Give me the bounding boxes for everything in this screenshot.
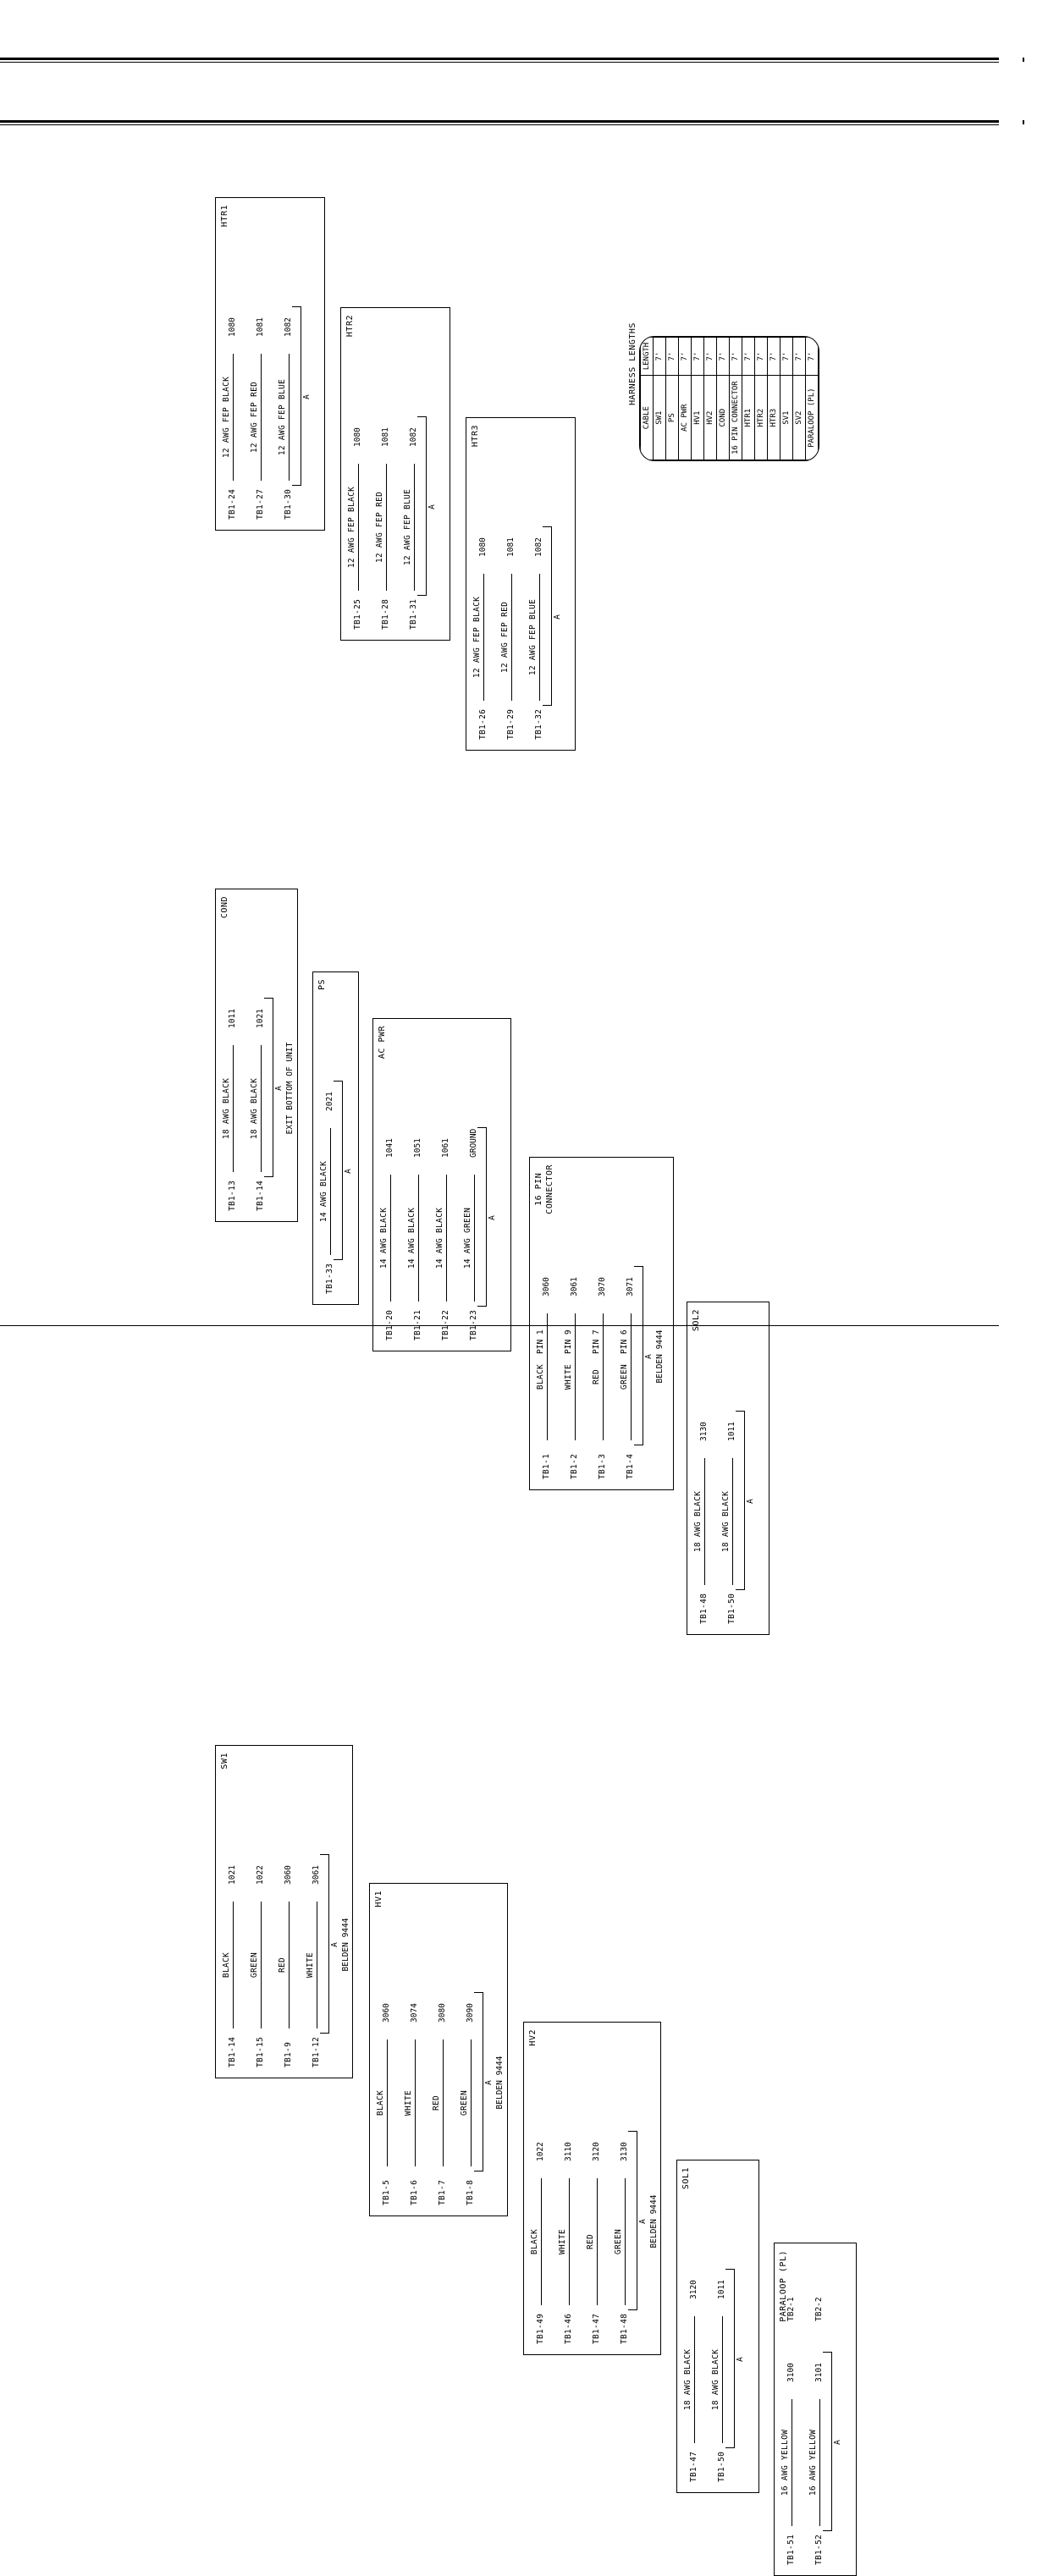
wire-row (407, 1017, 425, 1351)
wire-line (390, 1175, 391, 1302)
terminal-block-label: TB1-14 (256, 1180, 265, 1211)
wire-number: 1011 (727, 1422, 736, 1441)
wire-number: 1082 (534, 537, 543, 557)
shield-letter: A (427, 504, 437, 509)
wire-line (261, 354, 262, 481)
harness-row (781, 337, 793, 460)
wire-row (558, 2021, 576, 2354)
wire-label: WHITE (404, 2089, 413, 2116)
mid-rule-thin (0, 124, 999, 125)
cable-length: 7' (717, 337, 730, 376)
harness-row (704, 337, 717, 460)
wire-row (586, 2021, 604, 2354)
harness-box-acpwr (372, 1018, 511, 1351)
terminal-block-label: TB1-26 (478, 708, 488, 740)
wire-number: 3101 (814, 2363, 824, 2382)
wire-line (233, 1045, 234, 1172)
box-title-line: 16 PIN (534, 1172, 543, 1206)
shield-letter: A (833, 2440, 842, 2445)
wire-number: 3080 (438, 2003, 447, 2023)
terminal-block-label: TB1-22 (441, 1309, 450, 1340)
shield-letter: A (330, 1942, 339, 1947)
pin-label: PIN 9 (564, 1329, 573, 1354)
wire-label: RED (278, 1957, 287, 1973)
terminal-block-label: TB1-51 (786, 2534, 796, 2565)
shield-letter: A (644, 1354, 654, 1359)
shield-bracket (628, 2131, 637, 2310)
top-rule-thick (0, 58, 999, 60)
terminal-block-label: TB1-13 (228, 1180, 237, 1211)
harness-row (768, 337, 781, 460)
wire-row (432, 1882, 450, 2215)
wire-number: 1022 (536, 2142, 545, 2161)
terminal-block-label: TB1-50 (727, 1593, 736, 1624)
cable-length: 7' (704, 337, 717, 376)
box-title: HTR2 (345, 315, 355, 338)
shield-bracket (736, 1411, 745, 1590)
terminal-block-label: TB1-50 (717, 2451, 726, 2482)
wire-number: 1080 (353, 427, 362, 447)
cable-name: HTR3 (768, 376, 781, 460)
wire-line (483, 574, 484, 701)
harness-row (692, 337, 704, 460)
box-title: PARALOOP (PL) (779, 2250, 788, 2322)
cable-length: 7' (806, 337, 819, 376)
wire-row (500, 416, 518, 750)
wire-line (446, 1175, 447, 1302)
wire-label: 18 AWG BLACK (721, 1490, 731, 1553)
box-title: SW1 (220, 1753, 229, 1770)
terminal-block-label: TB1-24 (228, 488, 237, 520)
shield-label (488, 1192, 498, 1243)
wire-number: 1041 (385, 1138, 394, 1158)
cable-name: SW1 (654, 376, 666, 460)
wire-label: RED (432, 2094, 441, 2111)
wire-row (564, 1156, 582, 1489)
box-title: PS (317, 979, 327, 991)
shield-bracket (474, 1992, 483, 2171)
wire-number: 3120 (689, 2280, 698, 2299)
pin-label: PIN 1 (536, 1329, 545, 1354)
box-title: HV2 (528, 2029, 538, 2046)
wire-row (375, 306, 393, 640)
harness-row (679, 337, 692, 460)
wire-label: 12 AWG FEP BLACK (347, 486, 356, 569)
harness-box-hv2 (523, 2022, 661, 2355)
wire-number: 1022 (256, 1865, 265, 1885)
wire-number: 3130 (620, 2142, 629, 2161)
wire-line (631, 1313, 632, 1440)
wire-line (569, 2178, 570, 2305)
wire-row (250, 1744, 268, 2078)
harness-box-pin16 (529, 1157, 674, 1490)
wire-label: GREEN (620, 1363, 629, 1390)
shield-bracket (725, 2269, 735, 2448)
wire-line (819, 2399, 820, 2526)
harness-lengths-table (628, 267, 823, 461)
terminal-block-label: TB1-49 (536, 2313, 545, 2344)
wire-label: 14 AWG GREEN (463, 1207, 472, 1269)
cable-length: 7' (692, 337, 704, 376)
wire-line (386, 464, 387, 591)
terminal-block-label: TB1-30 (284, 488, 293, 520)
wire-line (414, 464, 415, 591)
wire-number: 3074 (410, 2003, 419, 2023)
cable-name: PS (666, 376, 679, 460)
wire-number: GROUND (469, 1128, 478, 1158)
wire-line (261, 1902, 262, 2028)
terminal-block-label: TB1-14 (228, 2036, 237, 2067)
shield-bracket (334, 1081, 343, 1260)
wire-number: 3060 (382, 2003, 391, 2023)
cable-name: HV2 (704, 376, 717, 460)
wire-label: 14 AWG BLACK (319, 1160, 328, 1223)
shield-bracket (477, 1127, 487, 1307)
box-title: COND (220, 896, 229, 919)
box-title: HTR1 (220, 205, 229, 228)
terminal-block-label: TB1-3 (598, 1453, 607, 1479)
wire-number: 1082 (284, 317, 293, 337)
wire-row (278, 1744, 295, 2078)
box-title: SOL1 (681, 2167, 691, 2190)
terminal-block-label: TB1-48 (620, 2313, 629, 2344)
wire-row (592, 1156, 610, 1489)
harness-title: HARNESS LENGTHS (628, 322, 637, 405)
terminal-block-label: TB1-47 (592, 2313, 601, 2344)
wire-row (404, 1882, 422, 2215)
wire-line (511, 574, 512, 701)
shield-label (330, 1919, 340, 1970)
wire-line (704, 1458, 705, 1585)
terminal-block-label: TB1-21 (413, 1309, 422, 1340)
wire-line (541, 2178, 542, 2305)
wire-line (233, 354, 234, 481)
wire-row (250, 196, 268, 530)
terminal-block-label: TB1-33 (325, 1263, 334, 1294)
wire-line (539, 574, 540, 701)
wire-label: 14 AWG BLACK (379, 1207, 389, 1269)
harness-row (806, 337, 819, 460)
wire-number: 1080 (478, 537, 488, 557)
wire-label: 12 AWG FEP RED (250, 381, 259, 454)
wire-number: 3110 (564, 2142, 573, 2161)
cable-length: 7' (755, 337, 768, 376)
shield-label (644, 1331, 654, 1382)
terminal-block-label: TB1-46 (564, 2313, 573, 2344)
terminal-block-label: TB1-7 (438, 2179, 447, 2205)
wire-line (415, 2039, 416, 2166)
terminal-block-label: TB1-29 (506, 708, 516, 740)
terminal-block-label: TB1-47 (689, 2451, 698, 2482)
shield-label (484, 2057, 494, 2108)
wire-row (435, 1017, 453, 1351)
wire-number: 1082 (409, 427, 418, 447)
harness-row (654, 337, 666, 460)
wire-line (547, 1313, 548, 1440)
shield-label (746, 1476, 756, 1527)
shield-bracket (320, 1854, 329, 2034)
cable-note: BELDEN 9444 (341, 1918, 350, 1972)
harness-box-cond (215, 889, 298, 1222)
shield-letter: A (553, 614, 562, 619)
wire-number: 1021 (256, 1009, 265, 1028)
shield-label (736, 2334, 746, 2385)
wire-line (694, 2316, 695, 2443)
cable-name: PARALOOP (PL) (806, 376, 819, 460)
box-title: AC PWR (378, 1026, 387, 1060)
terminal-block-label: TB1-23 (469, 1309, 478, 1340)
wire-number: 1011 (228, 1009, 237, 1028)
terminal-block-label: TB1-15 (256, 2036, 265, 2067)
cable-length: 7' (730, 337, 742, 376)
wire-number: 2021 (325, 1092, 334, 1111)
cable-length: 7' (679, 337, 692, 376)
wire-line (261, 1045, 262, 1172)
header-length: LENGTH (641, 337, 654, 376)
wire-number: 3100 (786, 2363, 796, 2382)
box-title: HTR3 (471, 425, 480, 448)
wire-number: 1021 (228, 1865, 237, 1885)
wire-label: BLACK (376, 2089, 385, 2116)
terminal-block-label: TB1-20 (385, 1309, 394, 1340)
wire-label: 12 AWG FEP BLACK (472, 596, 482, 679)
wire-number: 3061 (312, 1865, 321, 1885)
margin-tick (1023, 58, 1024, 62)
wire-number: 3090 (466, 2003, 475, 2023)
cable-length: 7' (781, 337, 793, 376)
wire-label: RED (592, 1368, 601, 1385)
wire-number: 3070 (598, 1277, 607, 1296)
cable-name: 16 PIN CONNECTOR (730, 376, 742, 460)
wire-label: WHITE (558, 2228, 567, 2255)
terminal-block-label: TB1-48 (699, 1593, 709, 1624)
wire-label: 12 AWG FEP BLUE (528, 598, 538, 676)
terminal-block-label: TB1-8 (466, 2179, 475, 2205)
shield-label (344, 1146, 354, 1197)
cable-length: 7' (793, 337, 806, 376)
wire-line (722, 2316, 723, 2443)
wire-label: WHITE (306, 1951, 315, 1979)
harness-table (640, 337, 819, 460)
wire-number: 1081 (256, 317, 265, 337)
terminal-block-label: TB1-9 (284, 2041, 293, 2067)
shield-label (833, 2417, 843, 2468)
terminal-block-label: TB1-27 (256, 488, 265, 520)
wire-label: 12 AWG FEP BLUE (278, 378, 287, 456)
harness-row (730, 337, 742, 460)
cable-length: 7' (768, 337, 781, 376)
shield-letter: A (746, 1499, 755, 1504)
wire-number: 1051 (413, 1138, 422, 1158)
harness-row (742, 337, 755, 460)
wire-line (418, 1175, 419, 1302)
margin-tick (1023, 120, 1024, 124)
cable-name: HTR1 (742, 376, 755, 460)
cable-note: BELDEN 9444 (655, 1329, 665, 1384)
terminal-block-label: TB1-5 (382, 2179, 391, 2205)
harness-row (755, 337, 768, 460)
wire-line (732, 1458, 733, 1585)
cable-length: 7' (654, 337, 666, 376)
shield-bracket (823, 2352, 832, 2531)
wire-line (474, 1175, 475, 1302)
shield-letter: A (736, 2357, 745, 2362)
terminal-block-label: TB1-2 (570, 1453, 579, 1479)
wire-label: 18 AWG BLACK (693, 1490, 703, 1553)
top-rule-thin (0, 62, 999, 63)
wire-number: 3130 (699, 1422, 709, 1441)
terminal-block-label: TB1-28 (381, 598, 390, 630)
wire-number: 1011 (717, 2280, 726, 2299)
shield-label (274, 1063, 284, 1114)
cable-length: 7' (666, 337, 679, 376)
wire-label: GREEN (614, 2228, 623, 2255)
cable-name: SV1 (781, 376, 793, 460)
cable-name: HTR2 (755, 376, 768, 460)
wire-line (289, 1902, 290, 2028)
wire-line (471, 2039, 472, 2166)
wire-number: 1061 (441, 1138, 450, 1158)
wire-number: 3120 (592, 2142, 601, 2161)
cable-note: BELDEN 9444 (649, 2194, 659, 2248)
wire-label: BLACK (536, 1363, 545, 1390)
box-title: SOL2 (692, 1309, 701, 1332)
wire-line (625, 2178, 626, 2305)
wire-number: 1081 (381, 427, 390, 447)
shield-bracket (634, 1266, 643, 1445)
wire-number: 3060 (284, 1865, 293, 1885)
cable-length: 7' (742, 337, 755, 376)
shield-letter: A (638, 2219, 648, 2224)
terminal-block-label: TB1-4 (626, 1453, 635, 1479)
shield-bracket (292, 306, 301, 486)
wire-line (603, 1313, 604, 1440)
wire-label: GREEN (250, 1951, 259, 1979)
harness-row (666, 337, 679, 460)
terminal-label: TB2-2 (814, 2297, 824, 2321)
wire-label: 14 AWG BLACK (435, 1207, 444, 1269)
header-cable: CABLE (641, 376, 654, 460)
mid-rule-thick (0, 120, 999, 123)
terminal-block-label: TB1-32 (534, 708, 543, 740)
cable-name: COND (717, 376, 730, 460)
wire-label: 12 AWG FEP RED (375, 491, 384, 564)
shield-label (302, 372, 312, 422)
terminal-block-label: TB1-6 (410, 2179, 419, 2205)
wire-line (330, 1128, 331, 1255)
wire-label: 18 AWG BLACK (250, 1077, 259, 1140)
box-title-line: CONNECTOR (545, 1164, 554, 1214)
cable-note: BELDEN 9444 (495, 2056, 505, 2110)
wire-label: 12 AWG FEP BLUE (403, 488, 412, 566)
wire-label: 18 AWG BLACK (711, 2348, 720, 2411)
shield-letter: A (302, 394, 312, 399)
cable-name: SV2 (793, 376, 806, 460)
harness-row (793, 337, 806, 460)
harness-row (717, 337, 730, 460)
shield-label (427, 482, 438, 532)
wire-label: 16 AWG YELLOW (781, 2429, 790, 2496)
wire-label: 18 AWG BLACK (683, 2348, 692, 2411)
wire-line (387, 2039, 388, 2166)
wire-number: 3061 (570, 1277, 579, 1296)
wire-number: 3071 (626, 1277, 635, 1296)
wire-label: WHITE (564, 1363, 573, 1390)
wire-label: RED (586, 2233, 595, 2250)
wire-label: BLACK (222, 1951, 231, 1979)
wire-line (289, 354, 290, 481)
wire-line (358, 464, 359, 591)
cable-note: EXIT BOTTOM OF UNIT (285, 1042, 295, 1135)
wire-line (597, 2178, 598, 2305)
terminal-label: TB2-1 (786, 2297, 796, 2321)
shield-label (638, 2196, 648, 2247)
pin-label: PIN 7 (592, 1329, 601, 1354)
harness-box-sol2 (687, 1302, 769, 1635)
terminal-block-label: TB1-12 (312, 2036, 321, 2067)
shield-letter: A (344, 1169, 353, 1174)
harness-box-ps (312, 972, 359, 1305)
wire-number: 1081 (506, 537, 516, 557)
wire-label: GREEN (460, 2089, 469, 2116)
pin-label: PIN 6 (620, 1329, 629, 1354)
harness-box-hv1 (369, 1883, 508, 2216)
shield-letter: A (274, 1086, 284, 1091)
wire-label: 12 AWG FEP BLACK (222, 376, 231, 459)
terminal-block-label: TB1-52 (814, 2534, 824, 2565)
cable-name: AC PWR (679, 376, 692, 460)
wire-label: BLACK (530, 2228, 539, 2255)
terminal-block-label: TB1-25 (353, 598, 362, 630)
harness-box-htr3 (466, 417, 576, 751)
shield-letter: A (484, 2080, 494, 2085)
wire-label: 18 AWG BLACK (222, 1077, 231, 1140)
cable-name: HV1 (692, 376, 704, 460)
harness-box-sw1 (215, 1745, 353, 2078)
wire-label: 16 AWG YELLOW (808, 2429, 818, 2496)
wire-line (233, 1902, 234, 2028)
terminal-block-label: TB1-1 (542, 1453, 551, 1479)
shield-bracket (543, 526, 552, 706)
harness-box-htr1 (215, 197, 325, 531)
harness-box-htr2 (340, 307, 450, 641)
wire-line (575, 1313, 576, 1440)
terminal-block-label: TB1-31 (409, 598, 418, 630)
box-title: HV1 (374, 1891, 383, 1907)
wire-label: 12 AWG FEP RED (500, 601, 510, 674)
wire-number: 3060 (542, 1277, 551, 1296)
wire-line (443, 2039, 444, 2166)
harness-box-pl (774, 2243, 857, 2576)
wire-number: 1080 (228, 317, 237, 337)
shield-bracket (417, 416, 427, 596)
shield-letter: A (488, 1215, 497, 1220)
harness-box-sol1 (676, 2160, 759, 2493)
shield-bracket (264, 998, 273, 1177)
wire-label: 14 AWG BLACK (407, 1207, 416, 1269)
shield-label (553, 592, 563, 642)
